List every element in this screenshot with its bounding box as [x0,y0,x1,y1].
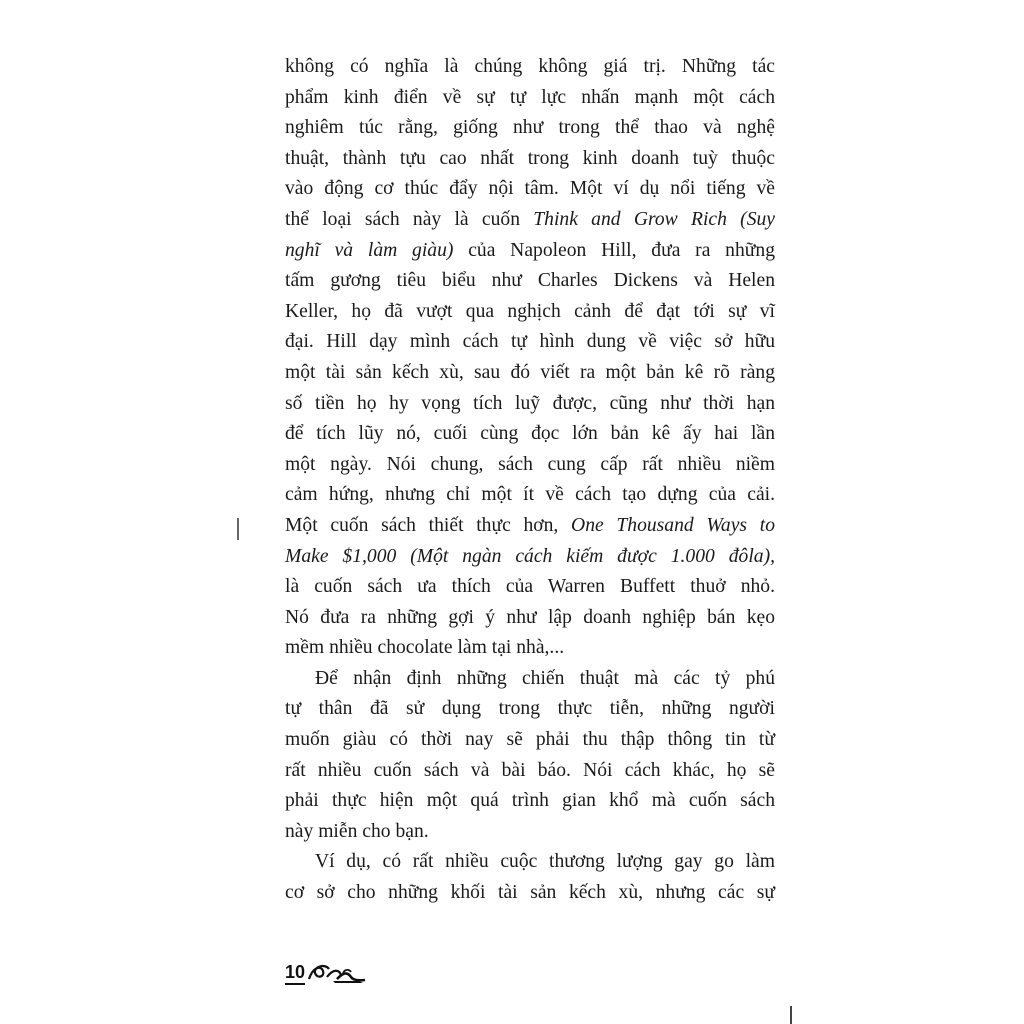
text-segment: Một cuốn sách thiết thực hơn, [285,514,572,536]
italic-segment: nghĩ và làm giàu) [285,239,454,261]
text-line [285,817,775,848]
text-segment: nghiêm túc rằng, giống như trong thể thao và nghệ [285,117,775,139]
text-line [285,205,775,236]
text-segment: rất nhiều cuốn sách và bài báo. Nói cách khác, họ sẽ [285,759,775,781]
text-segment: để tích lũy nó, cuối cùng đọc lớn bản kê ấy hai lần [285,423,775,445]
text-line [285,847,775,878]
text-segment: phẩm kinh điển về sự tự lực nhấn mạnh một cách [285,86,775,108]
text-line [285,786,775,817]
text-line [285,603,775,634]
text-line [285,52,775,83]
text-line [285,266,775,297]
text-segment: phải thực hiện một quá trình gian khổ mà cuốn sách [285,790,775,812]
text-line [285,297,775,328]
text-segment: muốn giàu có thời nay sẽ phải thu thập thông tin từ [285,729,775,751]
margin-mark [237,518,239,540]
text-line [285,358,775,389]
text-line [285,419,775,450]
page-footer [285,955,367,985]
body-text [285,52,775,909]
text-line [285,236,775,267]
text-segment: Keller, họ đã vượt qua nghịch cảnh để đạt tới sự vĩ [285,300,775,322]
text-segment: là cuốn sách ưa thích của Warren Buffett thuở nhỏ. [285,576,775,598]
text-line [285,725,775,756]
text-line [285,327,775,358]
text-segment: tự thân đã sử dụng trong thực tiễn, những người [285,698,775,720]
text-segment: của Napoleon Hill, đưa ra những [453,239,775,261]
text-segment: thuật, thành tựu cao nhất trong kinh doanh tuỳ thuộc [285,147,775,169]
text-line [285,664,775,695]
text-segment: không có nghĩa là chúng không giá trị. Những tác [285,56,775,77]
page-number: 10 [285,962,305,985]
text-line [285,174,775,205]
text-line [285,694,775,725]
text-segment: vào động cơ thúc đẩy nội tâm. Một ví dụ nổi tiếng về [285,178,775,200]
text-segment: số tiền họ hy vọng tích luỹ được, cũng như thời hạn [285,392,775,414]
text-line [285,511,775,542]
text-segment: cảm hứng, nhưng chỉ một ít về cách tạo dựng của cải. [285,484,775,506]
text-line [285,450,775,481]
text-segment: Nó đưa ra những gợi ý như lập doanh nghiệp bán kẹo [285,606,775,628]
text-segment: này miễn cho bạn. [285,820,429,842]
text-segment: một ngày. Nói chung, sách cung cấp rất nhiều niềm [285,453,775,475]
text-line [285,389,775,420]
text-line [285,572,775,603]
text-segment: cơ sở cho những khối tài sản kếch xù, nhưng các sự [285,882,775,904]
edge-mark [790,1006,792,1024]
italic-segment: Think and Grow Rich (Suy [533,208,775,230]
text-segment: Ví dụ, có rất nhiều cuộc thương lượng gay go làm [315,851,775,873]
text-segment: tấm gương tiêu biểu như Charles Dickens và Helen [285,270,775,292]
text-segment: đại. Hill dạy mình cách tự hình dung về việc sở hữu [285,331,775,353]
italic-segment: One Thousand Ways to [571,514,775,536]
italic-segment: Make $1,000 (Một ngàn cách kiếm được 1.000 đôla), [285,545,775,567]
text-line [285,542,775,573]
text-segment: một tài sản kếch xù, sau đó viết ra một bản kê rõ ràng [285,361,775,383]
text-segment: Để nhận định những chiến thuật mà các tỷ phú [315,667,775,689]
text-segment: thể loại sách này là cuốn [285,208,534,230]
text-segment: mềm nhiều chocolate làm tại nhà,... [285,637,565,659]
text-line [285,113,775,144]
text-line [285,633,775,664]
text-line [285,878,775,909]
text-line [285,144,775,175]
text-line [285,756,775,787]
text-line [285,480,775,511]
decorative-flourish-icon [307,959,367,985]
text-line [285,83,775,114]
